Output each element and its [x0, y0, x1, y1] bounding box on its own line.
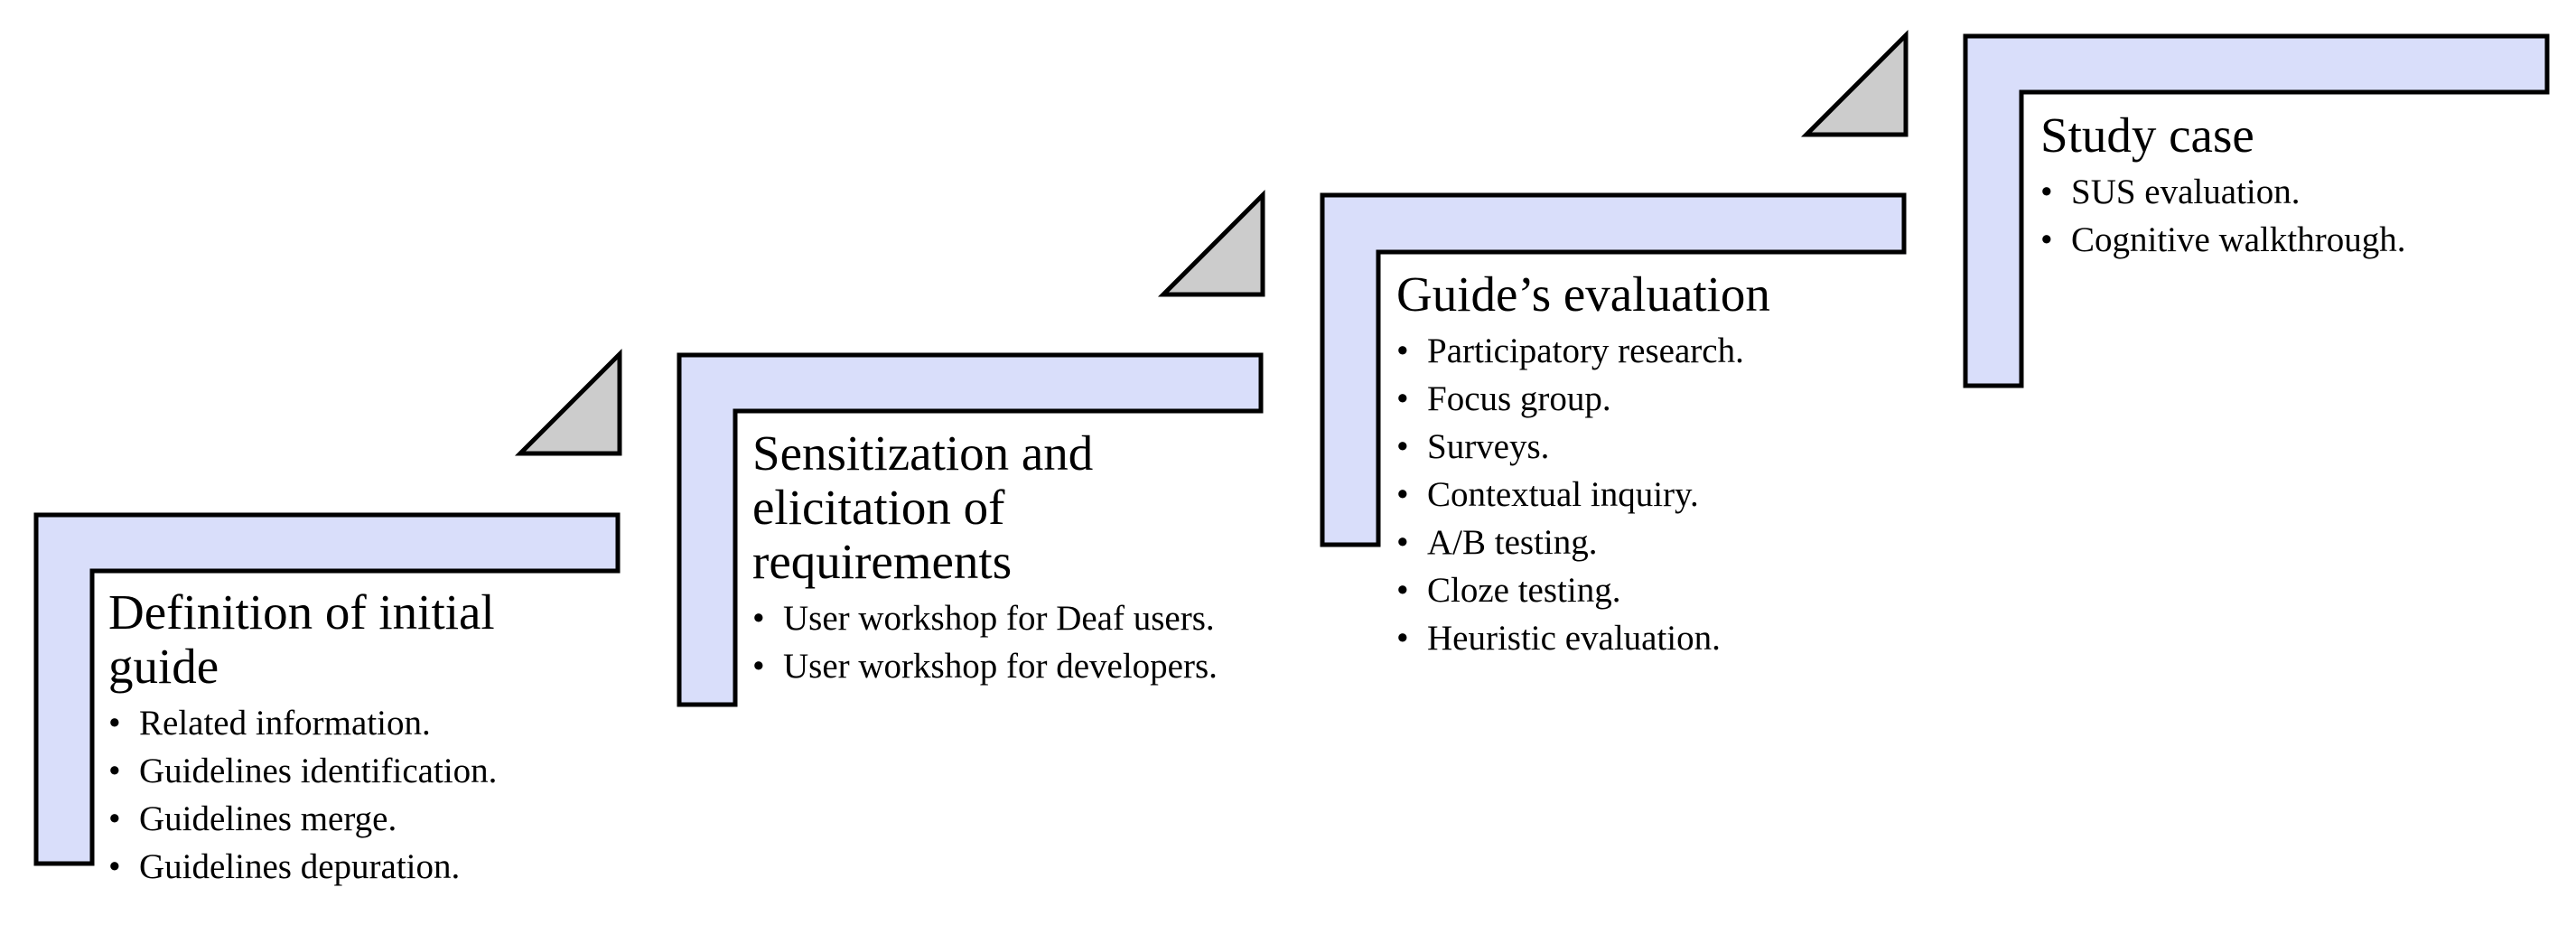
stage-1 [108, 585, 578, 894]
list-item: • Related information. [108, 703, 578, 743]
list-item: • Surveys. [1396, 426, 1902, 467]
list-item: • Participatory research. [1396, 331, 1902, 371]
stage-4-title: Study case [2040, 107, 2254, 163]
list-item: • Contextual inquiry. [1396, 474, 1902, 515]
stage-4 [2040, 108, 2546, 267]
stage-2-arrow-icon [1163, 195, 1263, 294]
stage-1-list [108, 703, 578, 887]
list-item: • Guidelines identification. [108, 751, 578, 791]
list-item: • Guidelines depuration. [108, 846, 578, 887]
stage-4-list [2040, 172, 2546, 260]
list-item: • Guidelines merge. [108, 799, 578, 839]
list-item: • SUS evaluation. [2040, 172, 2546, 212]
list-item: • Heuristic evaluation. [1396, 618, 1902, 659]
list-item: • A/B testing. [1396, 522, 1902, 563]
stage-2 [752, 426, 1240, 694]
stage-3-title: Guide’s evaluation [1396, 266, 1770, 322]
list-item: • User workshop for Deaf users. [752, 598, 1240, 639]
stage-3-arrow-icon [1806, 35, 1906, 135]
stage-2-title: Sensitization and elicitation of requirements [752, 425, 1094, 589]
list-item: • User workshop for developers. [752, 646, 1240, 687]
list-item: • Cloze testing. [1396, 570, 1902, 611]
list-item: • Focus group. [1396, 378, 1902, 419]
stage-3 [1396, 267, 1902, 666]
stage-2-list [752, 598, 1240, 687]
list-item: • Cognitive walkthrough. [2040, 220, 2546, 260]
stage-1-arrow-icon [520, 354, 620, 453]
stage-1-title: Definition of initial guide [108, 584, 495, 694]
stage-3-list [1396, 331, 1902, 659]
